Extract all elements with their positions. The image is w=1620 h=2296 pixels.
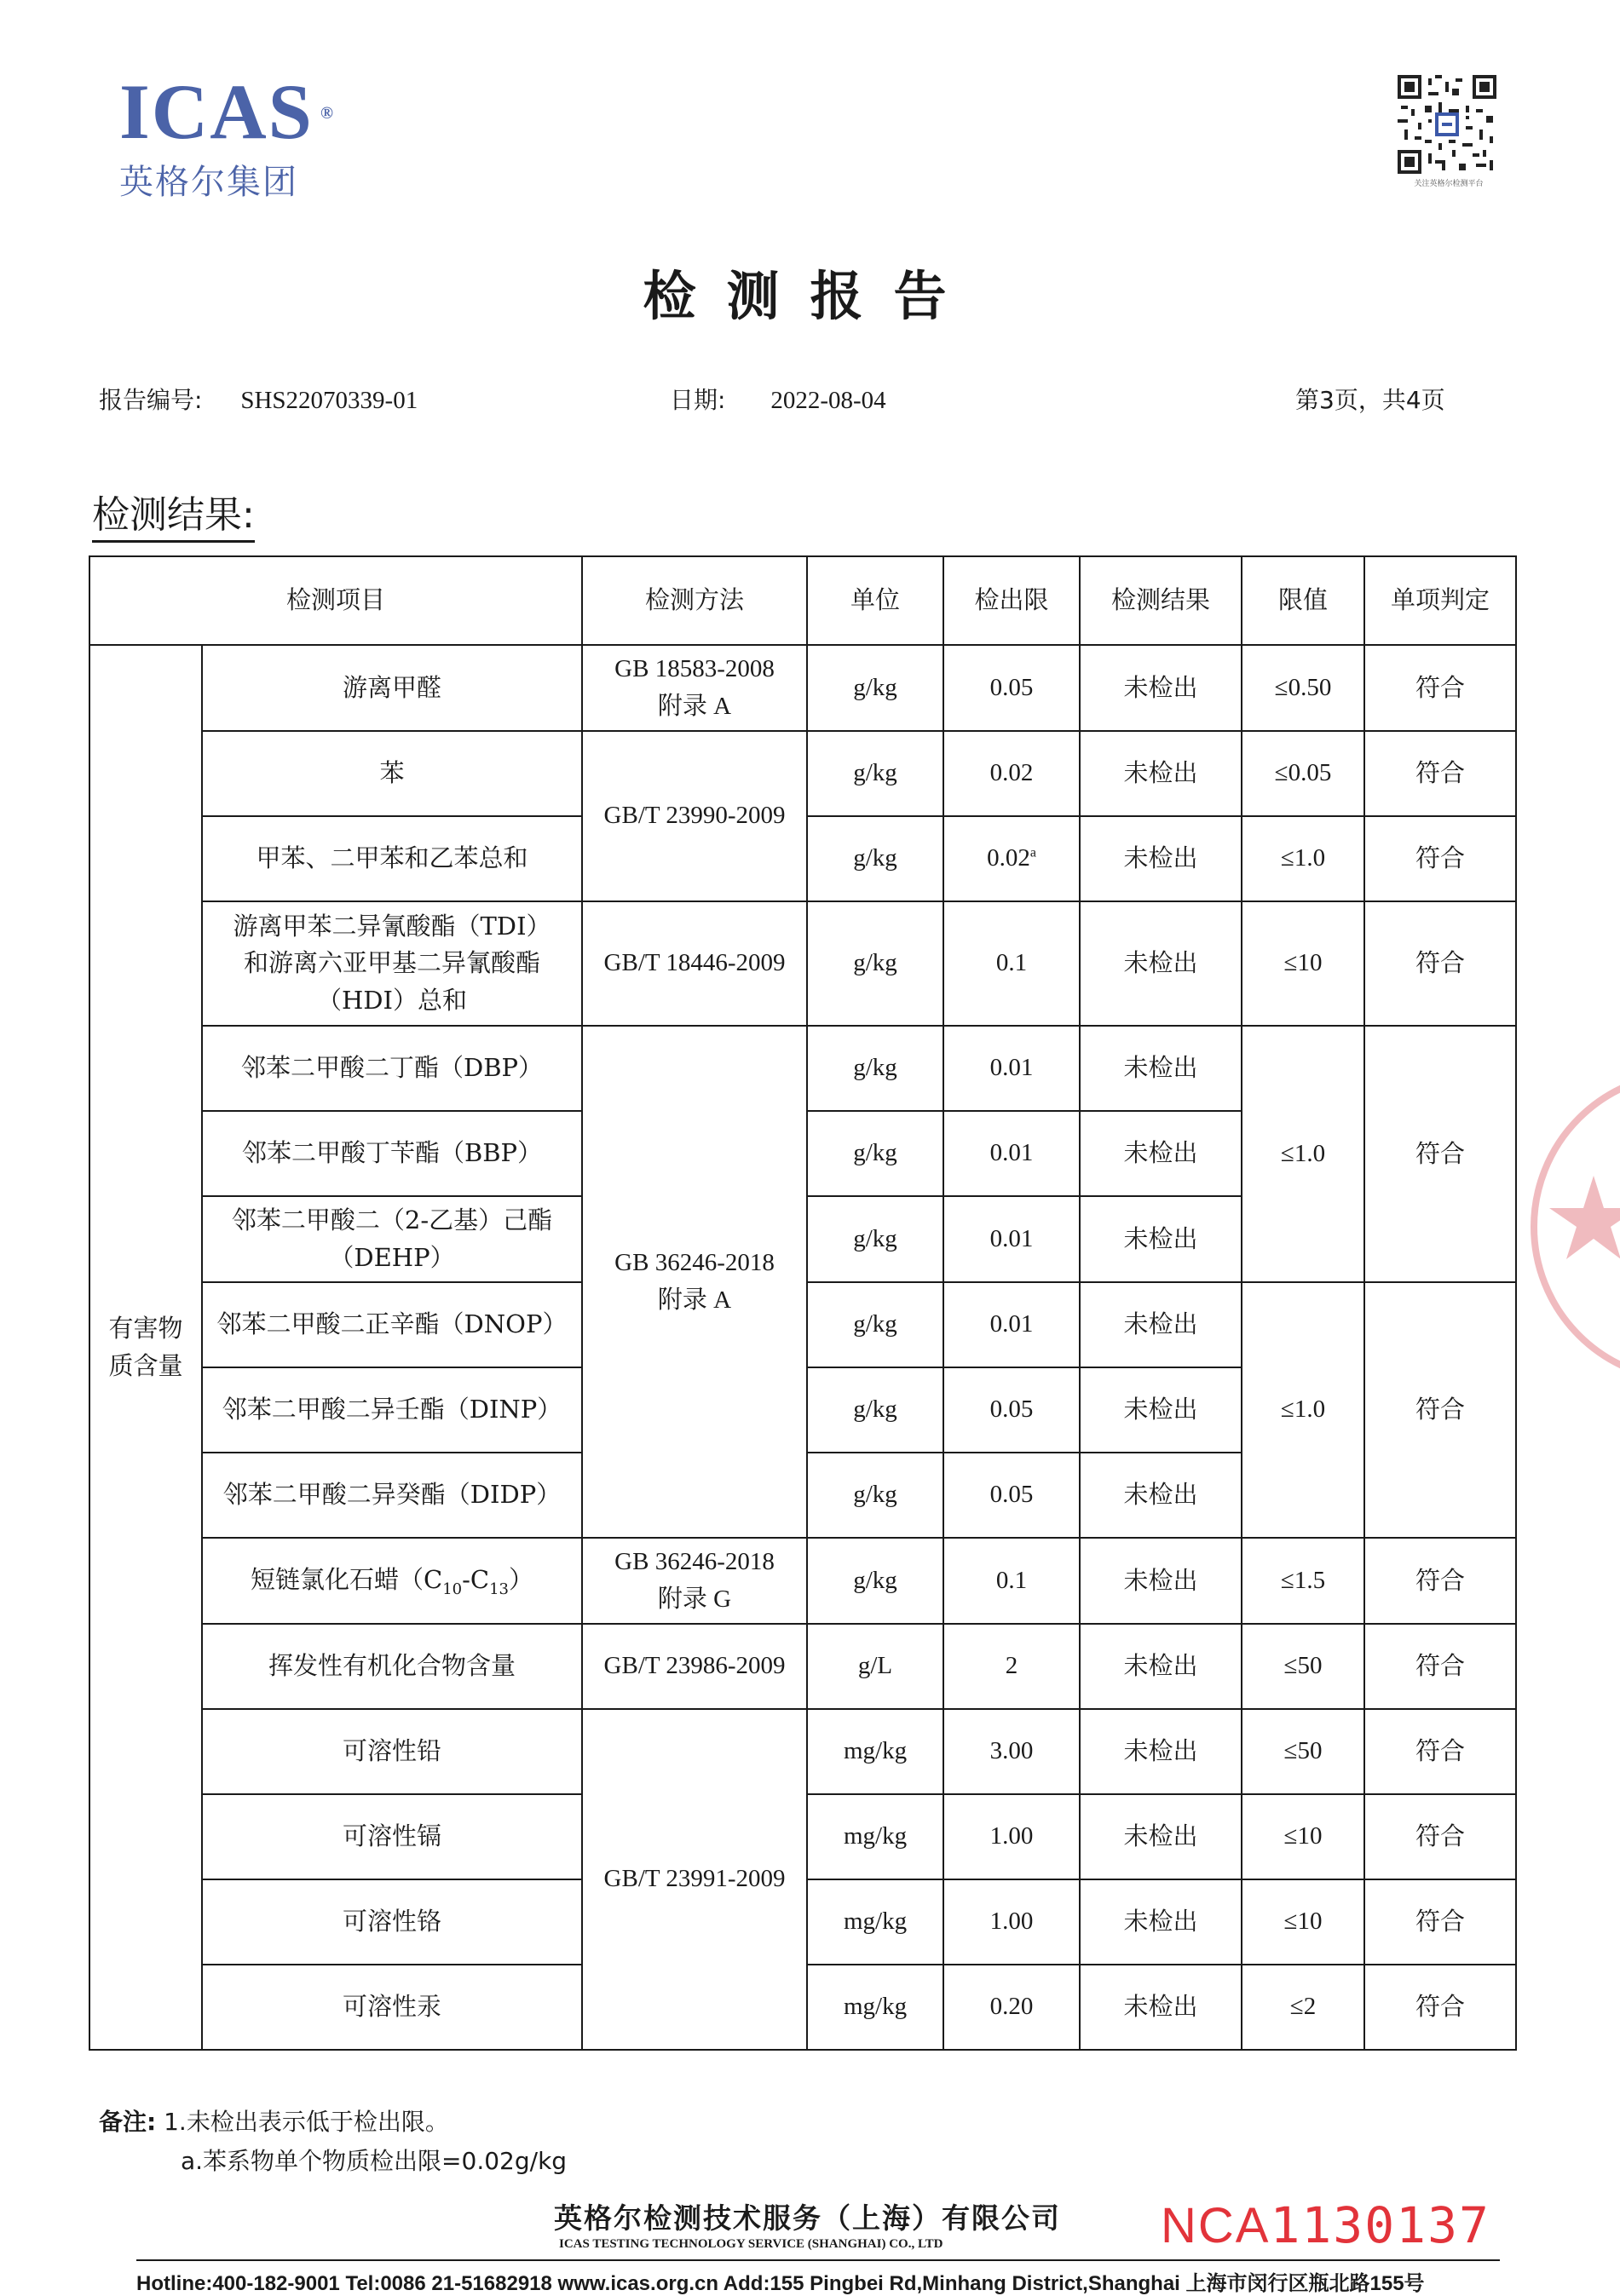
mdl-cell: 0.01 xyxy=(943,1196,1080,1282)
verdict-cell: 符合 xyxy=(1364,816,1516,901)
company-seal-stamp xyxy=(1525,1056,1620,1397)
result-cell: 未检出 xyxy=(1080,731,1242,816)
unit-cell: g/kg xyxy=(807,1196,943,1282)
method-cell: GB/T 23990-2009 xyxy=(582,731,807,901)
company-name-en: ICAS TESTING TECHNOLOGY SERVICE (SHANGHAI) CO., LTD xyxy=(559,2237,943,2251)
verdict-cell: 符合 xyxy=(1364,1709,1516,1794)
note-line: 1.未检出表示低于检出限。 xyxy=(164,2108,449,2136)
limit-cell: ≤50 xyxy=(1242,1624,1364,1709)
limit-cell: ≤0.05 xyxy=(1242,731,1364,816)
verdict-cell: 符合 xyxy=(1364,1282,1516,1538)
unit-cell: mg/kg xyxy=(807,1879,943,1965)
item-cell: 可溶性铬 xyxy=(202,1879,582,1965)
qr-caption: 关注英格尔检测平台 xyxy=(1414,180,1484,188)
result-cell: 未检出 xyxy=(1080,1965,1242,2050)
verdict-cell: 符合 xyxy=(1364,1538,1516,1624)
unit-cell: g/kg xyxy=(807,645,943,731)
method-cell: GB/T 23986-2009 xyxy=(582,1624,807,1709)
company-name-cn: 英格尔检测技术服务（上海）有限公司 xyxy=(554,2201,1061,2235)
result-cell: 未检出 xyxy=(1080,1879,1242,1965)
method-standard: GB 36246-2018 xyxy=(614,1249,775,1276)
logo-chinese-name: 英格尔集团 xyxy=(119,163,298,202)
limit-cell: ≤1.0 xyxy=(1242,1282,1364,1538)
table-row xyxy=(89,901,1516,1026)
notes xyxy=(99,2103,567,2181)
item-cell: 挥发性有机化合物含量 xyxy=(202,1624,582,1709)
result-cell: 未检出 xyxy=(1080,1367,1242,1453)
result-cell: 未检出 xyxy=(1080,901,1242,1026)
mdl-cell: 0.05 xyxy=(943,1367,1080,1453)
unit-cell: g/kg xyxy=(807,816,943,901)
table-row xyxy=(89,1538,1516,1624)
mdl-cell: 0.05 xyxy=(943,645,1080,731)
qr-code-icon xyxy=(1398,75,1496,174)
verdict-cell: 符合 xyxy=(1364,1965,1516,2050)
method-cell: GB/T 18446-2009 xyxy=(582,901,807,1026)
header-unit: 单位 xyxy=(807,556,943,645)
result-cell: 未检出 xyxy=(1080,1709,1242,1794)
item-line: 游离甲苯二异氰酸酯（TDI） xyxy=(233,911,551,941)
report-number-value: SHS22070339-01 xyxy=(240,387,418,414)
result-cell: 未检出 xyxy=(1080,1026,1242,1111)
report-date xyxy=(670,382,886,416)
page-info: 第3页，共4页 xyxy=(1295,386,1445,414)
unit-cell: g/kg xyxy=(807,1026,943,1111)
table-row xyxy=(89,645,1516,731)
mdl-cell: 0.05 xyxy=(943,1453,1080,1538)
verdict-cell: 符合 xyxy=(1364,1794,1516,1879)
item-cell: 邻苯二甲酸丁苄酯（BBP） xyxy=(202,1111,582,1196)
table-row xyxy=(89,731,1516,816)
header-mdl: 检出限 xyxy=(943,556,1080,645)
verdict-cell: 符合 xyxy=(1364,1879,1516,1965)
unit-cell: g/kg xyxy=(807,731,943,816)
unit-cell: g/kg xyxy=(807,1282,943,1367)
table-row xyxy=(89,1624,1516,1709)
item-cell: 游离甲醛 xyxy=(202,645,582,731)
item-subscript: 13 xyxy=(489,1580,509,1598)
mdl-cell: 0.20 xyxy=(943,1965,1080,2050)
header-method: 检测方法 xyxy=(582,556,807,645)
method-appendix: 附录 A xyxy=(657,1286,732,1314)
item-cell xyxy=(202,1196,582,1282)
item-cell xyxy=(202,901,582,1026)
limit-cell: ≤50 xyxy=(1242,1709,1364,1794)
logo-wordmark xyxy=(119,68,341,155)
mdl-cell: 0.1 xyxy=(943,901,1080,1026)
item-cell: 可溶性汞 xyxy=(202,1965,582,2050)
mdl-cell xyxy=(943,816,1080,901)
unit-cell: g/kg xyxy=(807,1367,943,1453)
mdl-cell: 0.02 xyxy=(943,731,1080,816)
item-cell: 邻苯二甲酸二异癸酯（DIDP） xyxy=(202,1453,582,1538)
date-value: 2022-08-04 xyxy=(770,387,886,414)
verdict-cell: 符合 xyxy=(1364,901,1516,1026)
method-cell xyxy=(582,1026,807,1538)
limit-cell: ≤0.50 xyxy=(1242,645,1364,731)
item-line: 和游离六亚甲基二异氰酸酯 xyxy=(244,948,541,978)
limit-cell: ≤10 xyxy=(1242,1794,1364,1879)
footnote-marker: a xyxy=(1029,845,1036,860)
verdict-cell: 符合 xyxy=(1364,1026,1516,1282)
category-cell: 有害物质含量 xyxy=(89,645,202,2050)
company-logo xyxy=(119,68,341,204)
item-line: 邻苯二甲酸二（2-乙基）己酯 xyxy=(231,1206,553,1234)
result-cell: 未检出 xyxy=(1080,1453,1242,1538)
page-title: 检测报告 xyxy=(643,265,977,327)
mdl-cell: 0.1 xyxy=(943,1538,1080,1624)
result-cell: 未检出 xyxy=(1080,1282,1242,1367)
date-label: 日期: xyxy=(670,386,726,414)
mdl-cell: 1.00 xyxy=(943,1794,1080,1879)
logo-registered-mark: ® xyxy=(320,104,335,123)
item-cell: 苯 xyxy=(202,731,582,816)
result-cell: 未检出 xyxy=(1080,1538,1242,1624)
method-cell: GB/T 23991-2009 xyxy=(582,1709,807,2050)
item-text: 短链氯化石蜡（C xyxy=(250,1564,443,1594)
limit-cell: ≤2 xyxy=(1242,1965,1364,2050)
logo-text: ICAS xyxy=(119,68,314,155)
header-verdict: 单项判定 xyxy=(1364,556,1516,645)
unit-cell: g/kg xyxy=(807,901,943,1026)
limit-cell: ≤10 xyxy=(1242,1879,1364,1965)
results-table xyxy=(89,555,1517,2051)
unit-cell: mg/kg xyxy=(807,1794,943,1879)
header-item: 检测项目 xyxy=(89,556,582,645)
item-cell: 可溶性镉 xyxy=(202,1794,582,1879)
item-subscript: 10 xyxy=(442,1580,463,1598)
footer-contact: Hotline:400-182-9001 Tel:0086 21-51682918 www.icas.org.cn Add:155 Pingbei Rd,Minhang District,Shanghai 上海市闵行区瓶北路155号 xyxy=(136,2259,1500,2296)
method-standard: GB 18583-2008 xyxy=(614,655,775,682)
serial-prefix: NCA xyxy=(1161,2198,1271,2253)
report-number xyxy=(99,382,418,416)
result-cell: 未检出 xyxy=(1080,1196,1242,1282)
method-standard: GB 36246-2018 xyxy=(614,1548,775,1575)
mdl-cell: 0.01 xyxy=(943,1282,1080,1367)
verdict-cell: 符合 xyxy=(1364,731,1516,816)
table-row xyxy=(89,1709,1516,1794)
result-cell: 未检出 xyxy=(1080,816,1242,901)
item-cell: 可溶性铅 xyxy=(202,1709,582,1794)
table-row xyxy=(89,1026,1516,1111)
item-line: （DEHP） xyxy=(329,1242,455,1272)
mdl-cell: 0.01 xyxy=(943,1026,1080,1111)
mdl-value: 0.02 xyxy=(987,844,1030,872)
verdict-cell: 符合 xyxy=(1364,1624,1516,1709)
item-cell: 邻苯二甲酸二丁酯（DBP） xyxy=(202,1026,582,1111)
item-cell: 甲苯、二甲苯和乙苯总和 xyxy=(202,816,582,901)
method-cell xyxy=(582,645,807,731)
item-cell: 邻苯二甲酸二正辛酯（DNOP） xyxy=(202,1282,582,1367)
method-appendix: 附录 G xyxy=(657,1585,732,1613)
unit-cell: g/kg xyxy=(807,1453,943,1538)
result-cell: 未检出 xyxy=(1080,645,1242,731)
note-line: a.苯系物单个物质检出限=0.02g/kg xyxy=(181,2147,568,2175)
result-cell: 未检出 xyxy=(1080,1794,1242,1879)
unit-cell: g/kg xyxy=(807,1538,943,1624)
mdl-cell: 2 xyxy=(943,1624,1080,1709)
serial-value: 1130137 xyxy=(1270,2196,1490,2254)
item-line: （HDI）总和 xyxy=(317,985,467,1015)
mdl-cell: 3.00 xyxy=(943,1709,1080,1794)
unit-cell: mg/kg xyxy=(807,1709,943,1794)
table-header-row xyxy=(89,556,1516,645)
unit-cell: g/L xyxy=(807,1624,943,1709)
unit-cell: mg/kg xyxy=(807,1965,943,2050)
limit-cell: ≤1.0 xyxy=(1242,816,1364,901)
mdl-cell: 0.01 xyxy=(943,1111,1080,1196)
limit-cell: ≤1.0 xyxy=(1242,1026,1364,1282)
header-result: 检测结果 xyxy=(1080,556,1242,645)
verdict-cell: 符合 xyxy=(1364,645,1516,731)
header-limit: 限值 xyxy=(1242,556,1364,645)
section-title: 检测结果: xyxy=(92,484,255,543)
result-cell: 未检出 xyxy=(1080,1624,1242,1709)
item-text: ） xyxy=(509,1564,534,1594)
serial-number xyxy=(1161,2196,1490,2254)
result-cell: 未检出 xyxy=(1080,1111,1242,1196)
item-cell xyxy=(202,1538,582,1624)
report-number-label: 报告编号: xyxy=(99,386,203,414)
mdl-cell: 1.00 xyxy=(943,1879,1080,1965)
item-cell: 邻苯二甲酸二异壬酯（DINP） xyxy=(202,1367,582,1453)
method-cell xyxy=(582,1538,807,1624)
limit-cell: ≤1.5 xyxy=(1242,1538,1364,1624)
item-text: -C xyxy=(462,1564,490,1594)
notes-label: 备注: xyxy=(99,2108,157,2136)
unit-cell: g/kg xyxy=(807,1111,943,1196)
method-appendix: 附录 A xyxy=(657,692,732,720)
limit-cell: ≤10 xyxy=(1242,901,1364,1026)
